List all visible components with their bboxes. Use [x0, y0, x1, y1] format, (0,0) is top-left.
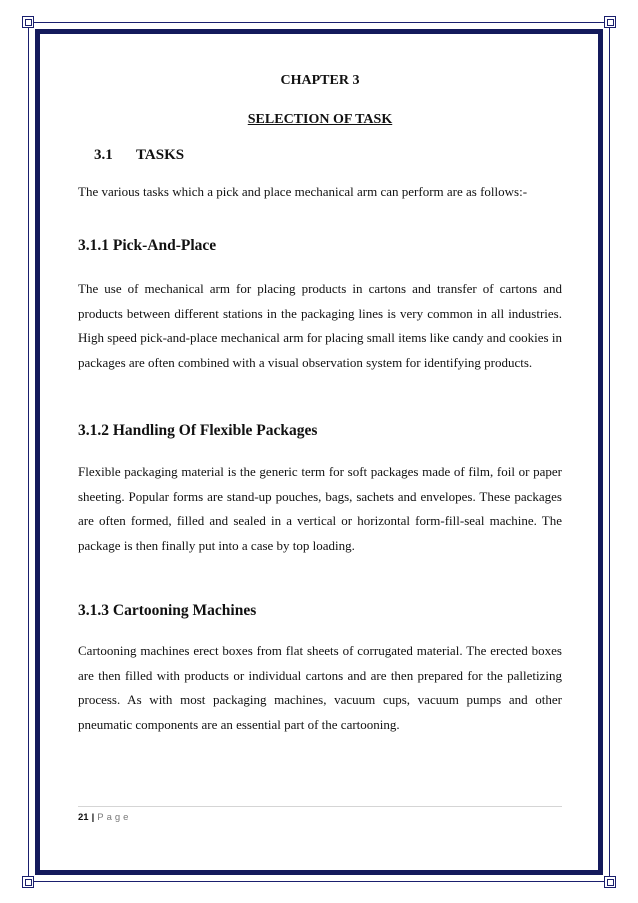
section-heading — [94, 147, 184, 164]
subsection-heading-pick-and-place: 3.1.1 Pick-And-Place — [78, 237, 217, 254]
page-number: 21 — [78, 812, 89, 823]
page-footer — [78, 812, 131, 823]
footer-divider — [78, 806, 562, 807]
section-title: TASKS — [136, 147, 185, 163]
subsection-heading-cartooning-machines: 3.1.3 Cartooning Machines — [78, 602, 257, 619]
corner-ornament-top-left — [22, 16, 34, 28]
section-number: 3.1 — [94, 147, 113, 163]
page-word: Page — [97, 812, 132, 823]
paragraph-cartooning-machines: Cartooning machines erect boxes from flat sheets of corrugated material. The erected boxes are then filled with products or individual cartons and are then prepared for the palletizing process. As with most packaging machines, vacuum cups, vacuum pumps and other pneumatic components are an essential part of the cartooning. — [78, 643, 562, 732]
corner-ornament-top-right — [604, 16, 616, 28]
paragraph-pick-and-place: The use of mechanical arm for placing products in cartons and transfer of cartons and products between different stations in the packaging lines is very common in all industries. High speed pick-and-place mechanical arm for placing small items like candy and cookies in packages are often combined with a visual observation system for identifying products. — [78, 281, 562, 370]
subsection-heading-flexible-packages: 3.1.2 Handling Of Flexible Packages — [78, 422, 318, 439]
corner-ornament-bottom-left — [22, 876, 34, 888]
footer-separator: | — [91, 812, 95, 823]
chapter-title: SELECTION OF TASK — [247, 112, 393, 127]
corner-ornament-bottom-right — [604, 876, 616, 888]
intro-paragraph: The various tasks which a pick and place mechanical arm can perform are as follows:- — [78, 184, 528, 199]
paragraph-flexible-packages: Flexible packaging material is the generic term for soft packages made of film, foil or paper sheeting. Popular forms are stand-up pouches, bags, sachets and envelopes. These packages are often formed, filled and sealed in a vertical or horizontal form-fill-seal machine. The package is then finally put into a case by top loading. — [78, 464, 562, 553]
chapter-label: CHAPTER 3 — [280, 73, 360, 88]
